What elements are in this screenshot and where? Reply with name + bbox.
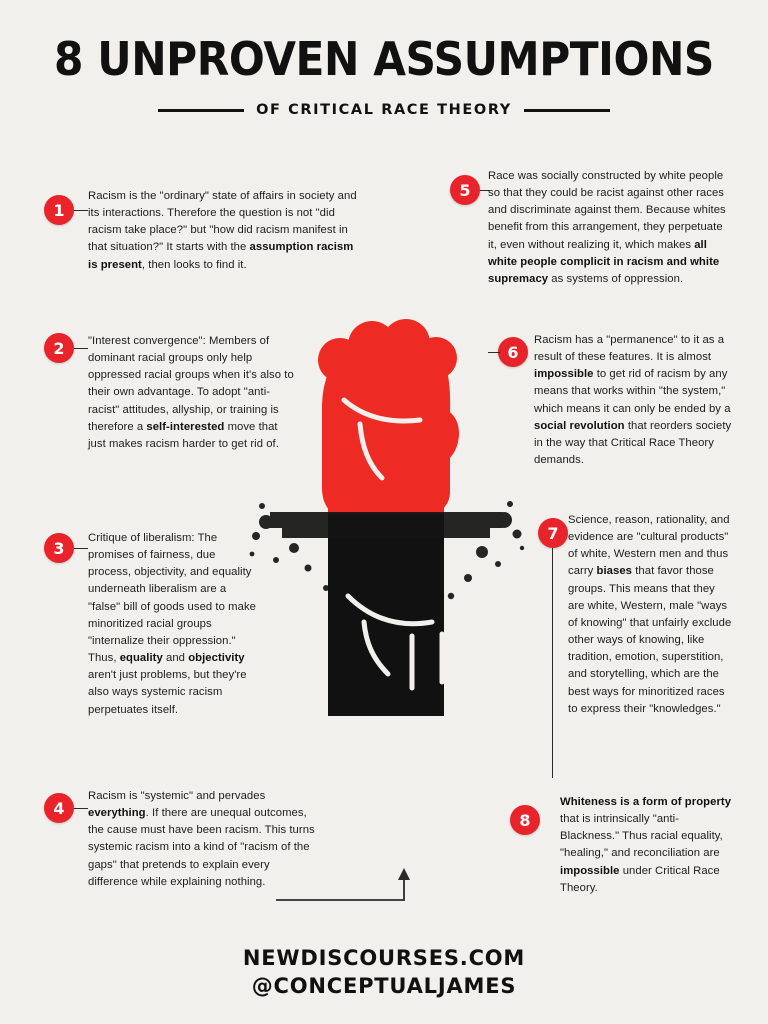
assumption-6-number: 6 [498,337,528,367]
assumption-5-text: Race was socially constructed by white people so that they could be racist against other races and discriminate against them. Because whites benefit from this arrangement, they perpetuate it, even without realizing it, which makes all white people complicit in racism and white supremacy as systems of oppression. [488,170,726,285]
footer-handle[interactable]: @CONCEPTUALJAMES [251,974,517,998]
assumption-6-text: Racism has a "permanence" to it as a result of these features. It is almost impossible to get rid of racism by any means that works within "the system," which means it can only be ended by a social revolution that reorders society in the way that Critical Race Theory demands. [534,334,732,467]
assumption-7-number: 7 [538,518,568,548]
assumption-7-connector [552,548,553,778]
assumption-6-connector-left [488,352,500,353]
header [0,32,768,118]
assumption-8-number: 8 [510,805,540,835]
page-subtitle: OF CRITICAL RACE THEORY [256,102,512,118]
assumption-5-number: 5 [450,175,480,205]
assumption-4-connector [74,808,88,809]
assumption-3-text: Critique of liberalism: The promises of fairness, due process, objectivity, and equality underneath liberalism are a "false" bill of goods used to make minoritized racial groups "internalize their oppression." Thus, equality and objectivity aren't just problems, but they're also ways systemic racism perpetuates itself. [88,532,256,716]
assumption-4-text: Racism is "systemic" and pervades everything. If there are unequal outcomes, the cause must have been racism. This turns systemic racism into a kind of "racism of the gaps" that pretends to explain every difference while explaining nothing. [88,790,315,888]
assumption-4-number: 4 [44,793,74,823]
footer [0,946,768,998]
assumption-1-connector [74,210,88,211]
subtitle-row [0,102,768,118]
assumption-8-text: Whiteness is a form of property that is intrinsically "anti-Blackness." Thus racial equality, "healing," and reconciliation are impossible under Critical Race Theory. [560,796,732,894]
page-title: 8 UNPROVEN ASSUMPTIONS [54,32,714,86]
footer-website[interactable]: NEWDISCOURSES.COM [242,946,526,970]
assumption-2-number: 2 [44,333,74,363]
arrow-icon [276,868,426,904]
assumption-1-number: 1 [44,195,74,225]
assumption-3-connector [74,548,88,549]
assumption-2-text: "Interest convergence": Members of dominant racial groups only help oppressed racial groups when it's also to their own advantage. To adopt "anti-racist" attitudes, allyship, or training is therefore a self-interested move that just makes racism harder to get rid of. [88,335,294,450]
assumption-1-text: Racism is the "ordinary" state of affairs in society and its interactions. Therefore the question is not "did racism take place?" but "how did racism manifest in that situation?" It starts with the assumption racism is present, then looks to find it. [88,190,357,271]
assumption-2-connector [74,348,88,349]
assumption-3-number: 3 [44,533,74,563]
rule-left [158,109,244,112]
rule-right [524,109,610,112]
assumption-7-text: Science, reason, rationality, and evidence are "cultural products" of white, Western men and thus carry biases that favor those groups. This means that they are white, Western, male "ways of knowing" that unfairly exclude other ways of knowing, like tradition, emotion, superstition, and storytelling, which are the best ways for minoritized races to express their "knowledges." [568,514,732,715]
